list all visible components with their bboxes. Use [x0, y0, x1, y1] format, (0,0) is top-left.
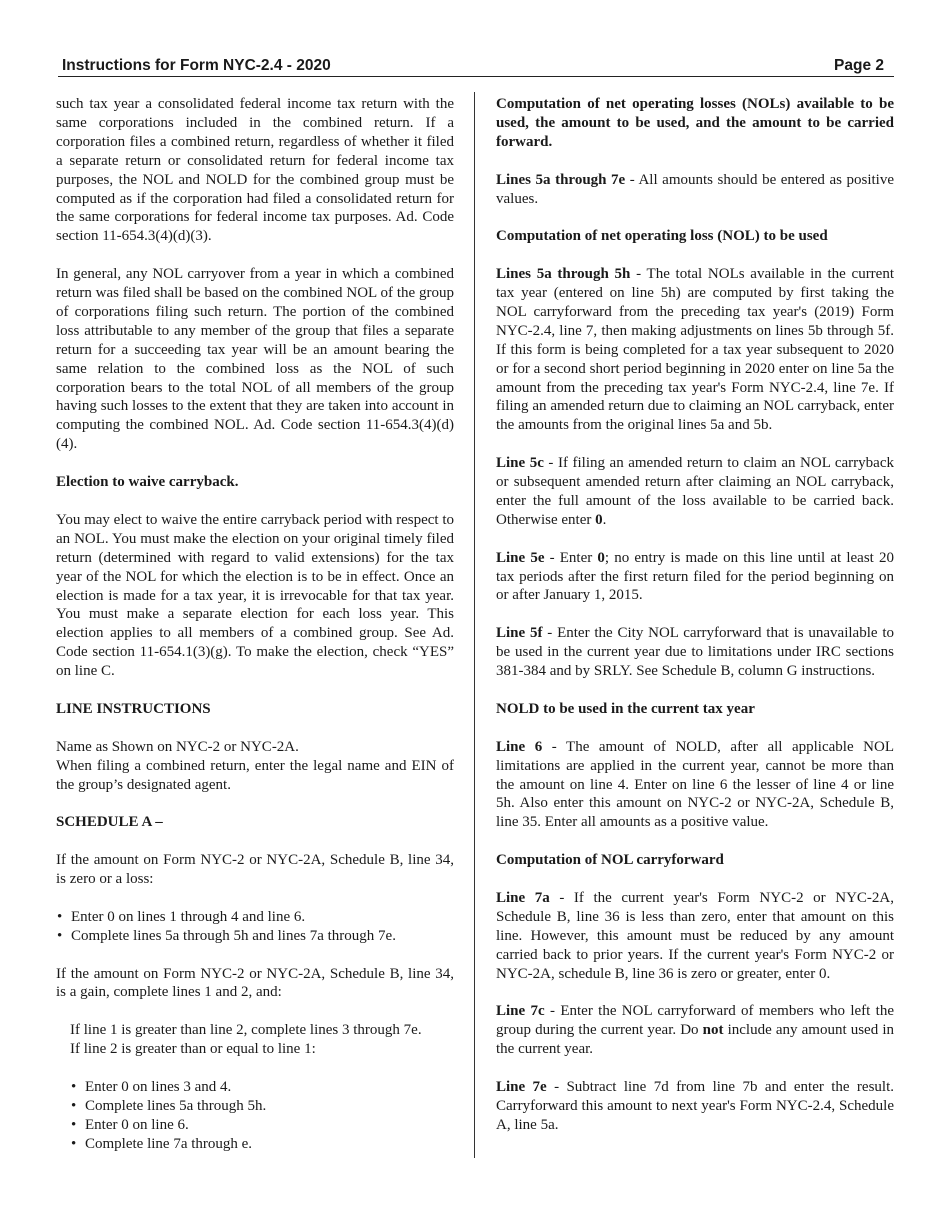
paragraph-lines-5a-5h	[496, 265, 894, 435]
page-header	[58, 56, 894, 77]
paragraph-consolidated-return: such tax year a consolidated federal income tax return with the same corporations included in the combined return. If a corporation files a combined return, regardless of whether it filed a separate return or consolidated return for federal income tax purposes, the NOL and NOLD for the combined group must be computed as if the corporation had filed a consolidated return for the same corporations for federal income tax purposes. Ad. Code section 11-654.3(4)(d)(3).	[56, 96, 454, 245]
paragraph-lines-5a-7e	[496, 171, 894, 209]
line-text: - If filing an amended return to claim an NOL carryback or subsequent amended return after claiming an NOL carryback, enter the full amount of the loss available to be carried back. Otherwise enter	[496, 455, 894, 528]
paragraph-gain-condition: If the amount on Form NYC-2 or NYC-2A, Schedule B, line 34, is a gain, complete lines 1 and 2, and:	[56, 965, 454, 1001]
heading-election-waive: Election to waive carryback.	[56, 474, 239, 491]
paragraph-line-7c	[496, 1002, 894, 1059]
paragraph-line-5c	[496, 454, 894, 530]
line-text: - The total NOLs available in the current tax year (entered on line 5h) are computed by first taking the NOL carryforward from the preceding tax year's (2019) Form NYC-2.4, line 7, then making adjustments on lines 5b through 5f. If this form is being completed for a tax year subsequent to 2020 or for a second short period beginning in 2020 enter on line 5a the amount from the preceding tax year's Form NYC-2.4, line 7e. If filing an amended return due to claiming an NOL carryback, enter the amounts from the original lines 5a and 5b.	[496, 266, 895, 434]
paragraph-line-5e	[496, 549, 894, 606]
line-label: Line 5c	[496, 455, 544, 472]
heading-nol-to-be-used: Computation of net operating loss (NOL) to be used	[496, 228, 828, 245]
list-item: • Enter 0 on lines 1 through 4 and line 6.	[56, 908, 454, 927]
list-item: • Enter 0 on line 6.	[70, 1116, 454, 1135]
paragraph-loss-condition: If the amount on Form NYC-2 or NYC-2A, Schedule B, line 34, is zero or a loss:	[56, 852, 454, 888]
line-text: ; no entry is made on this line until at least 20 tax periods after the first return filed for the period beginning on or after January 1, 2015.	[496, 549, 894, 604]
page-number: Page 2	[834, 57, 884, 74]
line-label: Lines 5a through 7e	[496, 171, 626, 188]
zero-value: 0	[597, 549, 605, 566]
indent-line-1: If line 1 is greater than line 2, complete lines 3 through 7e.	[70, 1022, 422, 1039]
heading-line-instructions: LINE INSTRUCTIONS	[56, 700, 211, 717]
list-item: • Complete lines 5a through 5h.	[70, 1097, 454, 1116]
line-label: Line 7a	[496, 889, 550, 906]
line-label: Line 5f	[496, 625, 543, 642]
name-instruction-text: When filing a combined return, enter the legal name and EIN of the group’s designated agent.	[56, 757, 454, 793]
gain-indented-block	[56, 1021, 454, 1153]
paragraph-election: You may elect to waive the entire carryback period with respect to an NOL. You must make the election on your original timely filed return (determined with regard to valid extensions) for the tax year of the NOL for which the election is to be in effect. Once an election is made for a tax year, it is irrevocable for that tax year. You must make a separate election for each loss year. This election applies to all members of a combined group. See Ad. Code section 11-654.1(3)(g). To make the election, check “YES” on line C.	[56, 511, 454, 680]
paragraph-line-7e	[496, 1078, 894, 1135]
loss-bullet-list	[56, 908, 454, 946]
line-text: - Enter the NOL carryforward of members who left the group during the current year. Do	[496, 1003, 894, 1039]
heading-computation-nols: Computation of net operating losses (NOLs) available to be used, the amount to be used, and the amount to be carried forward.	[496, 96, 894, 150]
line-text: - The amount of NOLD, after all applicable NOL limitations are applied in the current year, cannot be more than the amount on line 4. Enter on line 6 the lesser of line 4 or line 5h. Also enter this amount on NYC-2 or NYC-2A, Schedule B, line 35. Enter all amounts as a positive value.	[496, 738, 894, 831]
left-column	[56, 95, 454, 1172]
right-column	[496, 95, 894, 1154]
line-text: - Enter the City NOL carryforward that is unavailable to be used in the current year due to limitations under IRC sections 381-384 and by SRLY. See Schedule B, column G instructions.	[496, 625, 895, 680]
list-item: • Enter 0 on lines 3 and 4.	[70, 1078, 454, 1097]
indent-line-2: If line 2 is greater than or equal to line 1:	[70, 1041, 316, 1058]
heading-schedule-a: SCHEDULE A –	[56, 814, 163, 831]
line-label: Line 5e	[496, 549, 545, 566]
line-text: - If the current year's Form NYC-2 or NYC-2A, Schedule B, line 36 is less than zero, enter that amount on this line. However, this amount must be reduced by any amount carried back to prior years. If the current year's Form NYC-2 or NYC-2A, schedule B, line 36 is zero or greater, enter 0.	[496, 889, 894, 982]
paragraph-line-7a	[496, 889, 894, 984]
line-label: Line 7c	[496, 1003, 545, 1020]
line-text: - All amounts should be entered as positive values.	[496, 171, 894, 207]
line-text: - Subtract line 7d from line 7b and enter the result. Carryforward this amount to next year's Form NYC-2.4, Schedule A, line 5a.	[496, 1078, 894, 1133]
list-item: • Complete lines 5a through 5h and lines 7a through 7e.	[56, 927, 454, 946]
line-label: Line 7e	[496, 1078, 547, 1095]
list-item: • Complete line 7a through e.	[70, 1135, 454, 1154]
zero-value: 0	[595, 511, 603, 528]
column-divider	[474, 92, 475, 1158]
line-text-end: .	[602, 511, 607, 528]
heading-nold-current-year: NOLD to be used in the current tax year	[496, 700, 755, 717]
gain-bullet-list	[70, 1078, 454, 1154]
heading-nol-carryforward: Computation of NOL carryforward	[496, 852, 724, 869]
line-text: - Enter	[544, 549, 598, 566]
paragraph-line-5f	[496, 624, 894, 681]
line-label: Lines 5a through 5h	[496, 266, 631, 283]
line-text: include any amount used in the current year.	[496, 1022, 894, 1058]
emphasis-not: not	[702, 1022, 724, 1039]
document-title: Instructions for Form NYC-2.4 - 2020	[62, 57, 331, 74]
paragraph-nol-carryover: In general, any NOL carryover from a year in which a combined return was filed shall be based on the combined NOL of the group of corporations filing such return. The portion of the combined loss attributable to any member of the group that files a separate return for a succeeding tax year will be an amount bearing the same relation to the combined loss as the NOL of such corporation bears to the total NOL of all members of the group having such losses to the extent that they are taken into account in computing the combined NOL. Ad. Code section 11-654.3(4)(d)(4).	[56, 266, 454, 453]
line-label: Line 6	[496, 738, 543, 755]
paragraph-line-6	[496, 738, 894, 833]
name-instruction-label: Name as Shown on NYC-2 or NYC-2A.	[56, 738, 299, 755]
